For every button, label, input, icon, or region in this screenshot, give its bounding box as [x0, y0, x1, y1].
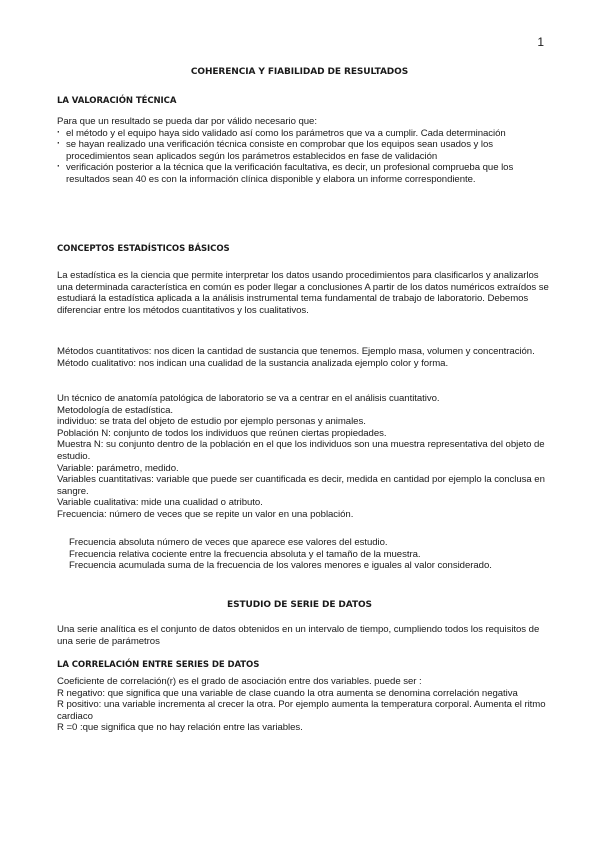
definition-line: Variable: parámetro, medido.: [57, 462, 179, 474]
valoracion-bullet: · se hayan realizado una verificación técnica consiste en comprobar que los equipos sean usados y los procedimientos sean aplicados según los parámetros establecidos en fase de validación: [57, 139, 557, 162]
heading-serie: ESTUDIO DE SERIE DE DATOS: [227, 600, 372, 610]
metodo-cualitativo: Método cualitativo: nos indican una cualidad de la sustancia analizada ejemplo color y forma.: [57, 357, 449, 369]
frecuencia-line: Frecuencia absoluta número de veces que aparece ese valores del estudio.: [69, 537, 388, 548]
definition-line: individuo: se trata del objeto de estudio por ejemplo personas y animales.: [57, 416, 366, 428]
definition-line: Un técnico de anatomía patológica de laboratorio se va a centrar en el análisis cuantitativo.: [57, 393, 440, 404]
correlacion-line: R positivo: una variable incrementa al crecer la otra. Por ejemplo aumenta la temperatura corporal. Aumenta el ritmo cardiaco: [57, 699, 546, 722]
definition-line: Frecuencia: número de veces que se repite un valor en una población.: [57, 508, 354, 520]
definition-line: Muestra N: su conjunto dentro de la población en el que los individuos son una muestra representativa del objeto de estudio.: [57, 439, 545, 462]
serie-paragraph: [57, 624, 557, 647]
valoracion-bullet: · verificación posterior a la técnica que la verificación facultativa, es decir, un profesional comprueba que los resultados sean 40 es con la información clínica disponible y elabora un informe correspondiente.: [57, 162, 557, 185]
correlacion-line: Coeficiente de correlación(r) es el grado de asociación entre dos variables. puede ser :: [57, 676, 422, 687]
valoracion-section: [57, 116, 557, 186]
definition-line: Población N: conjunto de todos los individuos que reúnen ciertas propiedades.: [57, 427, 387, 439]
definition-line: Variable cualitativa: mide una cualidad o atributo.: [57, 497, 263, 509]
definition-line: Variables cuantitativas: variable que puede ser cuantificada es decir, medida en cantidad por ejemplo la conclusa en sangre.: [57, 474, 545, 497]
heading-conceptos: CONCEPTOS ESTADÍSTICOS BÁSICOS: [57, 244, 230, 254]
conceptos-paragraph: [57, 270, 557, 316]
definitions-block: [57, 393, 557, 521]
frecuencias-block: [57, 537, 557, 572]
page-number: 1: [537, 35, 544, 49]
correlacion-line: R negativo: que significa que una variable de clase cuando la otra aumenta se denomina correlación negativa: [57, 687, 518, 699]
frecuencia-line: Frecuencia acumulada suma de la frecuencia de los valores menores e iguales al valor considerado.: [69, 560, 492, 572]
metodos-cuantitativos: Métodos cuantitativos: nos dicen la cantidad de sustancia que tenemos. Ejemplo masa, volumen y concentración.: [57, 346, 535, 357]
valoracion-bullet: · el método y el equipo haya sido validado así como los parámetros que va a cumplir. Cada determinación: [57, 128, 557, 140]
metodos-paragraph: [57, 346, 557, 369]
conceptos-intro: La estadística es la ciencia que permite interpretar los datos usando procedimientos para clasificarlos y analizarlos una determinada característica en común es poder llegar a conclusiones A partir de los datos numéricos extraídos se estudiará la estadística aplicada a la análisis instrumental tema fundamental de trabajo de laboratorio. Debemos diferenciar entre los métodos cuantitativos y los cualitativos.: [57, 270, 549, 316]
document-title: COHERENCIA Y FIABILIDAD DE RESULTADOS: [190, 67, 409, 77]
frecuencia-line: Frecuencia relativa cociente entre la frecuencia absoluta y el tamaño de la muestra.: [69, 548, 421, 560]
serie-text: Una serie analítica es el conjunto de datos obtenidos en un intervalo de tiempo, cumpliendo todos los requisitos de una serie de parámetros: [57, 624, 540, 647]
correlacion-block: [57, 676, 557, 734]
heading-valoracion: LA VALORACIÓN TÉCNICA: [57, 96, 177, 106]
correlacion-line: R =0 :que significa que no hay relación entre las variables.: [57, 722, 303, 734]
definition-line: Metodología de estadística.: [57, 404, 173, 416]
heading-correlacion: LA CORRELACIÓN ENTRE SERIES DE DATOS: [57, 660, 260, 670]
valoracion-intro: Para que un resultado se pueda dar por válido necesario que:: [57, 116, 317, 127]
